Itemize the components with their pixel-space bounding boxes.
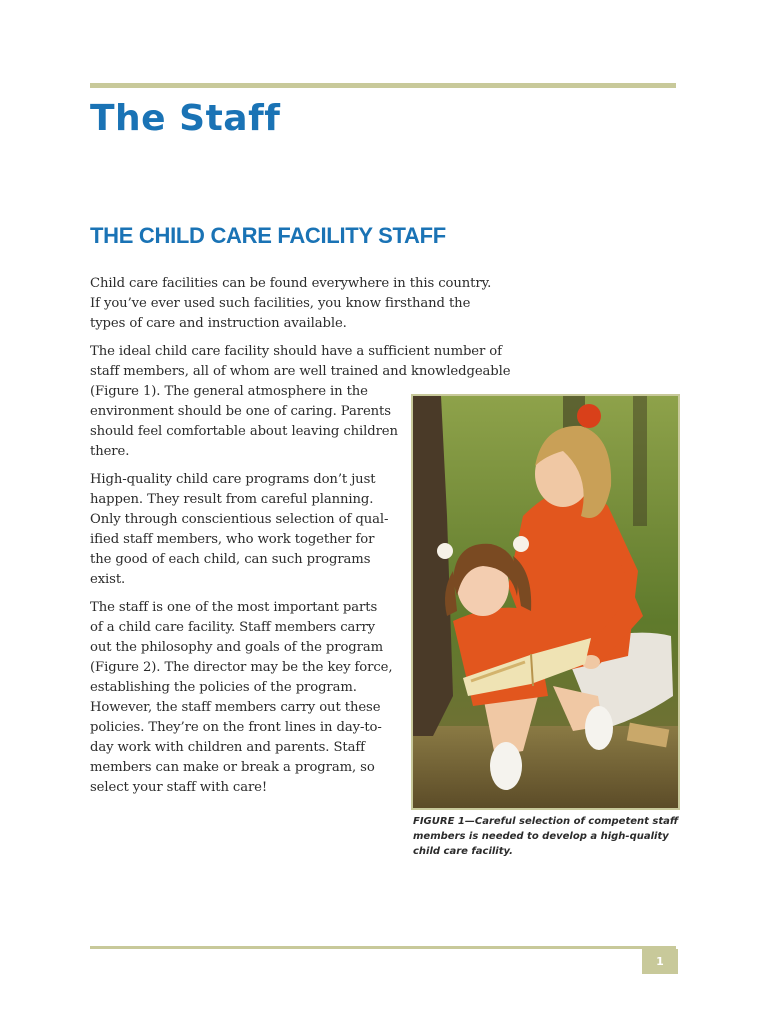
paragraph-line: policies. They’re on the front lines in day-to- bbox=[90, 720, 382, 735]
caption-line: child care facility. bbox=[413, 846, 513, 857]
paragraph-line: establishing the policies of the program. bbox=[90, 680, 357, 695]
photo-illustration bbox=[413, 396, 678, 808]
paragraph-line: of a child care facility. Staff members carry bbox=[90, 620, 376, 635]
paragraph-line: The ideal child care facility should have a sufficient number of bbox=[90, 344, 502, 359]
paragraph-line: (Figure 1). The general atmosphere in the bbox=[90, 384, 368, 399]
paragraph-line: (Figure 2). The director may be the key force, bbox=[90, 660, 393, 675]
paragraph-line: The staff is one of the most important parts bbox=[90, 600, 378, 615]
bottom-rule bbox=[90, 946, 676, 949]
paragraph-line: the good of each child, can such programs bbox=[90, 552, 371, 567]
paragraph-line: staff members, all of whom are well trained and knowledgeable bbox=[90, 364, 511, 379]
paragraph-line: out the philosophy and goals of the program bbox=[90, 640, 384, 655]
section-heading: THE CHILD CARE FACILITY STAFF bbox=[90, 223, 446, 248]
paragraph-line: types of care and instruction available. bbox=[90, 316, 347, 331]
paragraph-line: Child care facilities can be found everywhere in this country. bbox=[90, 276, 492, 291]
body-paragraph bbox=[90, 274, 491, 334]
paragraph-line: should feel comfortable about leaving children bbox=[90, 424, 398, 439]
paragraph-line: happen. They result from careful planning. bbox=[90, 492, 374, 507]
top-rule bbox=[90, 83, 676, 88]
paragraph-line: select your staff with care! bbox=[90, 780, 268, 795]
paragraph-line: there. bbox=[90, 444, 130, 459]
page-number: 1 bbox=[642, 949, 678, 974]
chapter-title: The Staff bbox=[90, 98, 281, 139]
paragraph-line: day work with children and parents. Staff bbox=[90, 740, 365, 755]
paragraph-line: However, the staff members carry out these bbox=[90, 700, 381, 715]
paragraph-line: If you’ve ever used such facilities, you know firsthand the bbox=[90, 296, 471, 311]
caption-line: members is needed to develop a high-quality bbox=[413, 831, 669, 842]
paragraph-line: members can make or break a program, so bbox=[90, 760, 375, 775]
figure-caption bbox=[413, 814, 683, 859]
paragraph-line: environment should be one of caring. Parents bbox=[90, 404, 391, 419]
body-paragraph bbox=[90, 598, 392, 798]
paragraph-line: ified staff members, who work together for bbox=[90, 532, 375, 547]
paragraph-line: Only through conscientious selection of qual- bbox=[90, 512, 389, 527]
caption-line: FIGURE 1—Careful selection of competent staff bbox=[413, 816, 679, 827]
body-paragraph bbox=[90, 470, 388, 590]
figure-1-photo bbox=[411, 394, 680, 810]
paragraph-line: High-quality child care programs don’t just bbox=[90, 472, 376, 487]
paragraph-line: exist. bbox=[90, 572, 126, 587]
